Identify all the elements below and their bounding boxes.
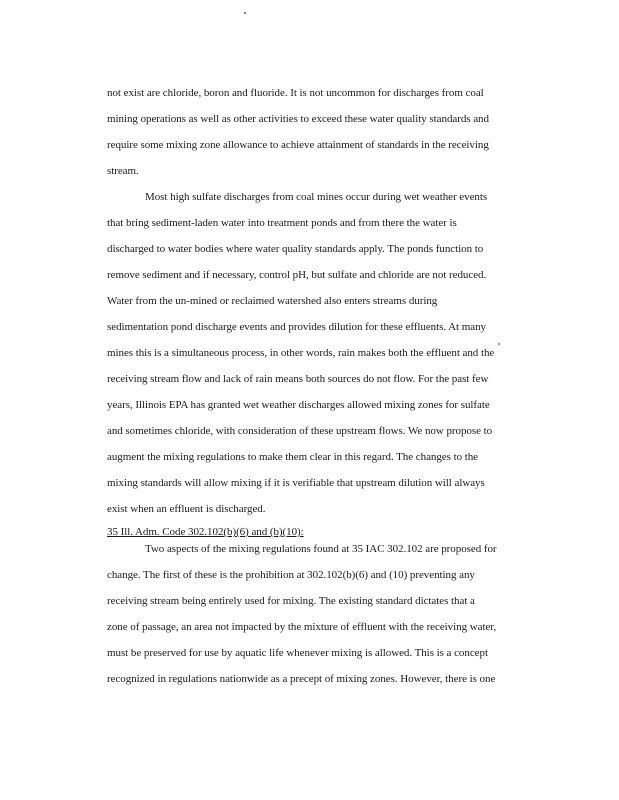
text-line: not exist are chloride, boron and fluoride. It is not uncommon for discharges from coal [107,87,484,99]
text-line: augment the mixing regulations to make them clear in this regard. The changes to the [107,451,479,463]
text-line: receiving stream flow and lack of rain means both sources do not flow. For the past few [107,373,489,385]
text-line: Two aspects of the mixing regulations found at 35 IAC 302.102 are proposed for [145,543,497,555]
text-line: Most high sulfate discharges from coal mines occur during wet weather events [145,191,488,203]
text-line: stream. [107,165,139,177]
text-line: require some mixing zone allowance to achieve attainment of standards in the receiving [107,139,489,151]
text-line: receiving stream being entirely used for mixing. The existing standard dictates that a [107,595,475,607]
text-line: change. The first of these is the prohibition at 302.102(b)(6) and (10) preventing any [107,569,475,581]
text-line: mines this is a simultaneous process, in other words, rain makes both the effluent and the [107,347,495,359]
text-line: that bring sediment-laden water into treatment ponds and from there the water is [107,217,457,229]
text-line: Water from the un-mined or reclaimed watershed also enters streams during [107,295,438,307]
scan-speck [244,12,246,14]
text-line: sedimentation pond discharge events and provides dilution for these effluents. At many [107,321,486,333]
text-line: remove sediment and if necessary, control pH, but sulfate and chloride are not reduced. [107,269,487,281]
text-line: years, Illinois EPA has granted wet weather discharges allowed mixing zones for sulfate [107,399,490,411]
scan-speck [498,343,500,345]
text-line: recognized in regulations nationwide as a precept of mixing zones. However, there is one [107,673,496,685]
text-line: and sometimes chloride, with consideration of these upstream flows. We now propose to [107,425,493,437]
text-line: zone of passage, an area not impacted by the mixture of effluent with the receiving water, [107,621,497,633]
text-line: mixing standards will allow mixing if it is verifiable that upstream dilution will always [107,477,485,489]
text-line: discharged to water bodies where water quality standards apply. The ponds function to [107,243,484,255]
text-line: exist when an effluent is discharged. [107,503,266,515]
text-line: mining operations as well as other activities to exceed these water quality standards and [107,113,489,125]
text-line: must be preserved for use by aquatic life whenever mixing is allowed. This is a concept [107,647,488,659]
section-heading: 35 Ill. Adm. Code 302.102(b)(6) and (b)(10): [107,526,304,538]
